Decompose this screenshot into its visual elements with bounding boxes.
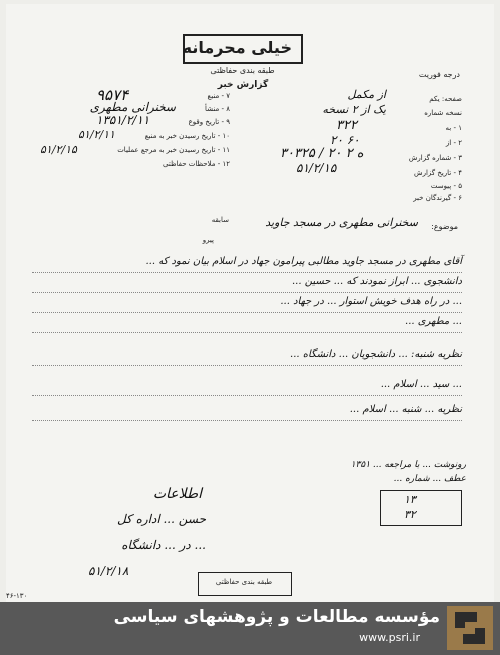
right-field-value: ۳۰۳۲۵ / ۲۰ ه ۲	[280, 146, 364, 161]
left-field-value: ۱۳۵۱/۲/۱۱	[96, 113, 150, 127]
right-field-label: ۶ - گیرندگان خبر	[413, 194, 462, 202]
report-title: گزارش خبر	[217, 80, 269, 90]
left-field-label: ۹ - تاریخ وقوع	[188, 118, 230, 126]
handwritten-note-line: ۵۱/۲/۱۸	[88, 564, 129, 578]
handwritten-note-line: حسن ... اداره کل	[116, 512, 206, 526]
left-field-label: ۱۰ - تاریخ رسیدن خبر به منبع	[144, 132, 230, 140]
bottom-stamp-label: طبقه بندی حفاظتی	[215, 578, 273, 586]
right-field-value: از مکمل	[347, 88, 386, 101]
stamp-return-label: پیرو	[202, 236, 214, 244]
rule-line	[32, 272, 462, 273]
copy-note-line: رونوشت ... با مراجعه ... ۱۳۵۱	[350, 460, 466, 470]
bottom-number-a: ۱۳	[404, 493, 416, 506]
right-field-label: ۲ - از	[445, 139, 462, 147]
copy-note-line: عطف ... شماره ...	[393, 474, 466, 484]
right-field-label: ۱ - به	[445, 124, 462, 132]
institute-logo-icon	[447, 606, 493, 650]
left-field-value: سخنرانی مطهری	[89, 100, 176, 114]
right-field-label: ۵ - پیوست	[430, 182, 462, 190]
rule-line	[32, 292, 462, 293]
subject-value: سخنرانی مطهری در مسجد جاوید	[265, 216, 418, 229]
body-line: ... مطهری ...	[405, 316, 462, 327]
body-line: آقای مطهری در مسجد جاوید مطالبی پیرامون جهاد در اسلام بیان نمود که ...	[145, 256, 462, 267]
right-field-label: ۳ - شماره گزارش	[408, 154, 462, 162]
body-line: ... در راه هدف خویش استوار ... در جهاد ...	[280, 296, 462, 307]
left-field-label: ۱۲ - ملاحظات حفاظتی	[163, 160, 230, 168]
bottom-number-b: ۳۲	[404, 508, 416, 521]
handwritten-note-line: ... در ... دانشگاه	[121, 538, 206, 552]
left-field-label: ۷ - منبع	[207, 92, 230, 100]
handwritten-note-line: اطلاعات	[152, 486, 202, 502]
level-label: طبقه بندی حفاظتی	[210, 66, 275, 75]
left-field-value: ۵۱/۲/۱۵	[40, 143, 77, 156]
footer-url[interactable]: www.psri.ir	[359, 631, 420, 644]
right-field-value: یک از ۲ نسخه	[322, 103, 386, 116]
right-field-label: ۴ - تاریخ گزارش	[414, 169, 462, 177]
body-line: دانشجوی ... ابراز نمودند که ... حسین ...	[292, 276, 462, 287]
classification-label: خیلی محرمانه	[182, 38, 292, 57]
right-field-value: ۳۲۲	[336, 118, 357, 133]
rule-line	[32, 420, 462, 421]
right-field-value: ۲۰ ۶۰	[330, 133, 360, 147]
stamp-mark-label: سابقه	[211, 216, 229, 224]
right-field-label: نسخه شماره	[424, 109, 462, 117]
body-line: نظریه شنبه: ... دانشجویان ... دانشگاه ...	[290, 349, 462, 360]
rule-line	[32, 312, 462, 313]
body-line: نظریه ... شنبه ... اسلام ...	[349, 404, 462, 415]
left-field-label: ۱۱ - تاریخ رسیدن خبر به مرجع عملیات	[117, 146, 230, 154]
body-line: ... سید ... اسلام ...	[380, 379, 462, 390]
page-code: ۴۶-۱۳۰	[6, 592, 28, 600]
left-field-value: ۵۱/۲/۱۱	[78, 128, 115, 141]
subject-label: موضوع:	[431, 222, 458, 231]
left-field-value: ۹۵۷۴	[96, 86, 129, 104]
rule-line	[32, 332, 462, 333]
right-field-value: ۵۱/۲/۱۵	[296, 161, 337, 175]
urgency-label: درجه فوریت	[418, 70, 460, 79]
right-field-label: صفحه: یکم	[429, 95, 462, 103]
rule-line	[32, 395, 462, 396]
footer-org-name: مؤسسه مطالعات و پژوهشهای سیاسی	[113, 607, 440, 627]
rule-line	[32, 365, 462, 366]
left-field-label: ۸ - منشأ	[205, 105, 230, 113]
